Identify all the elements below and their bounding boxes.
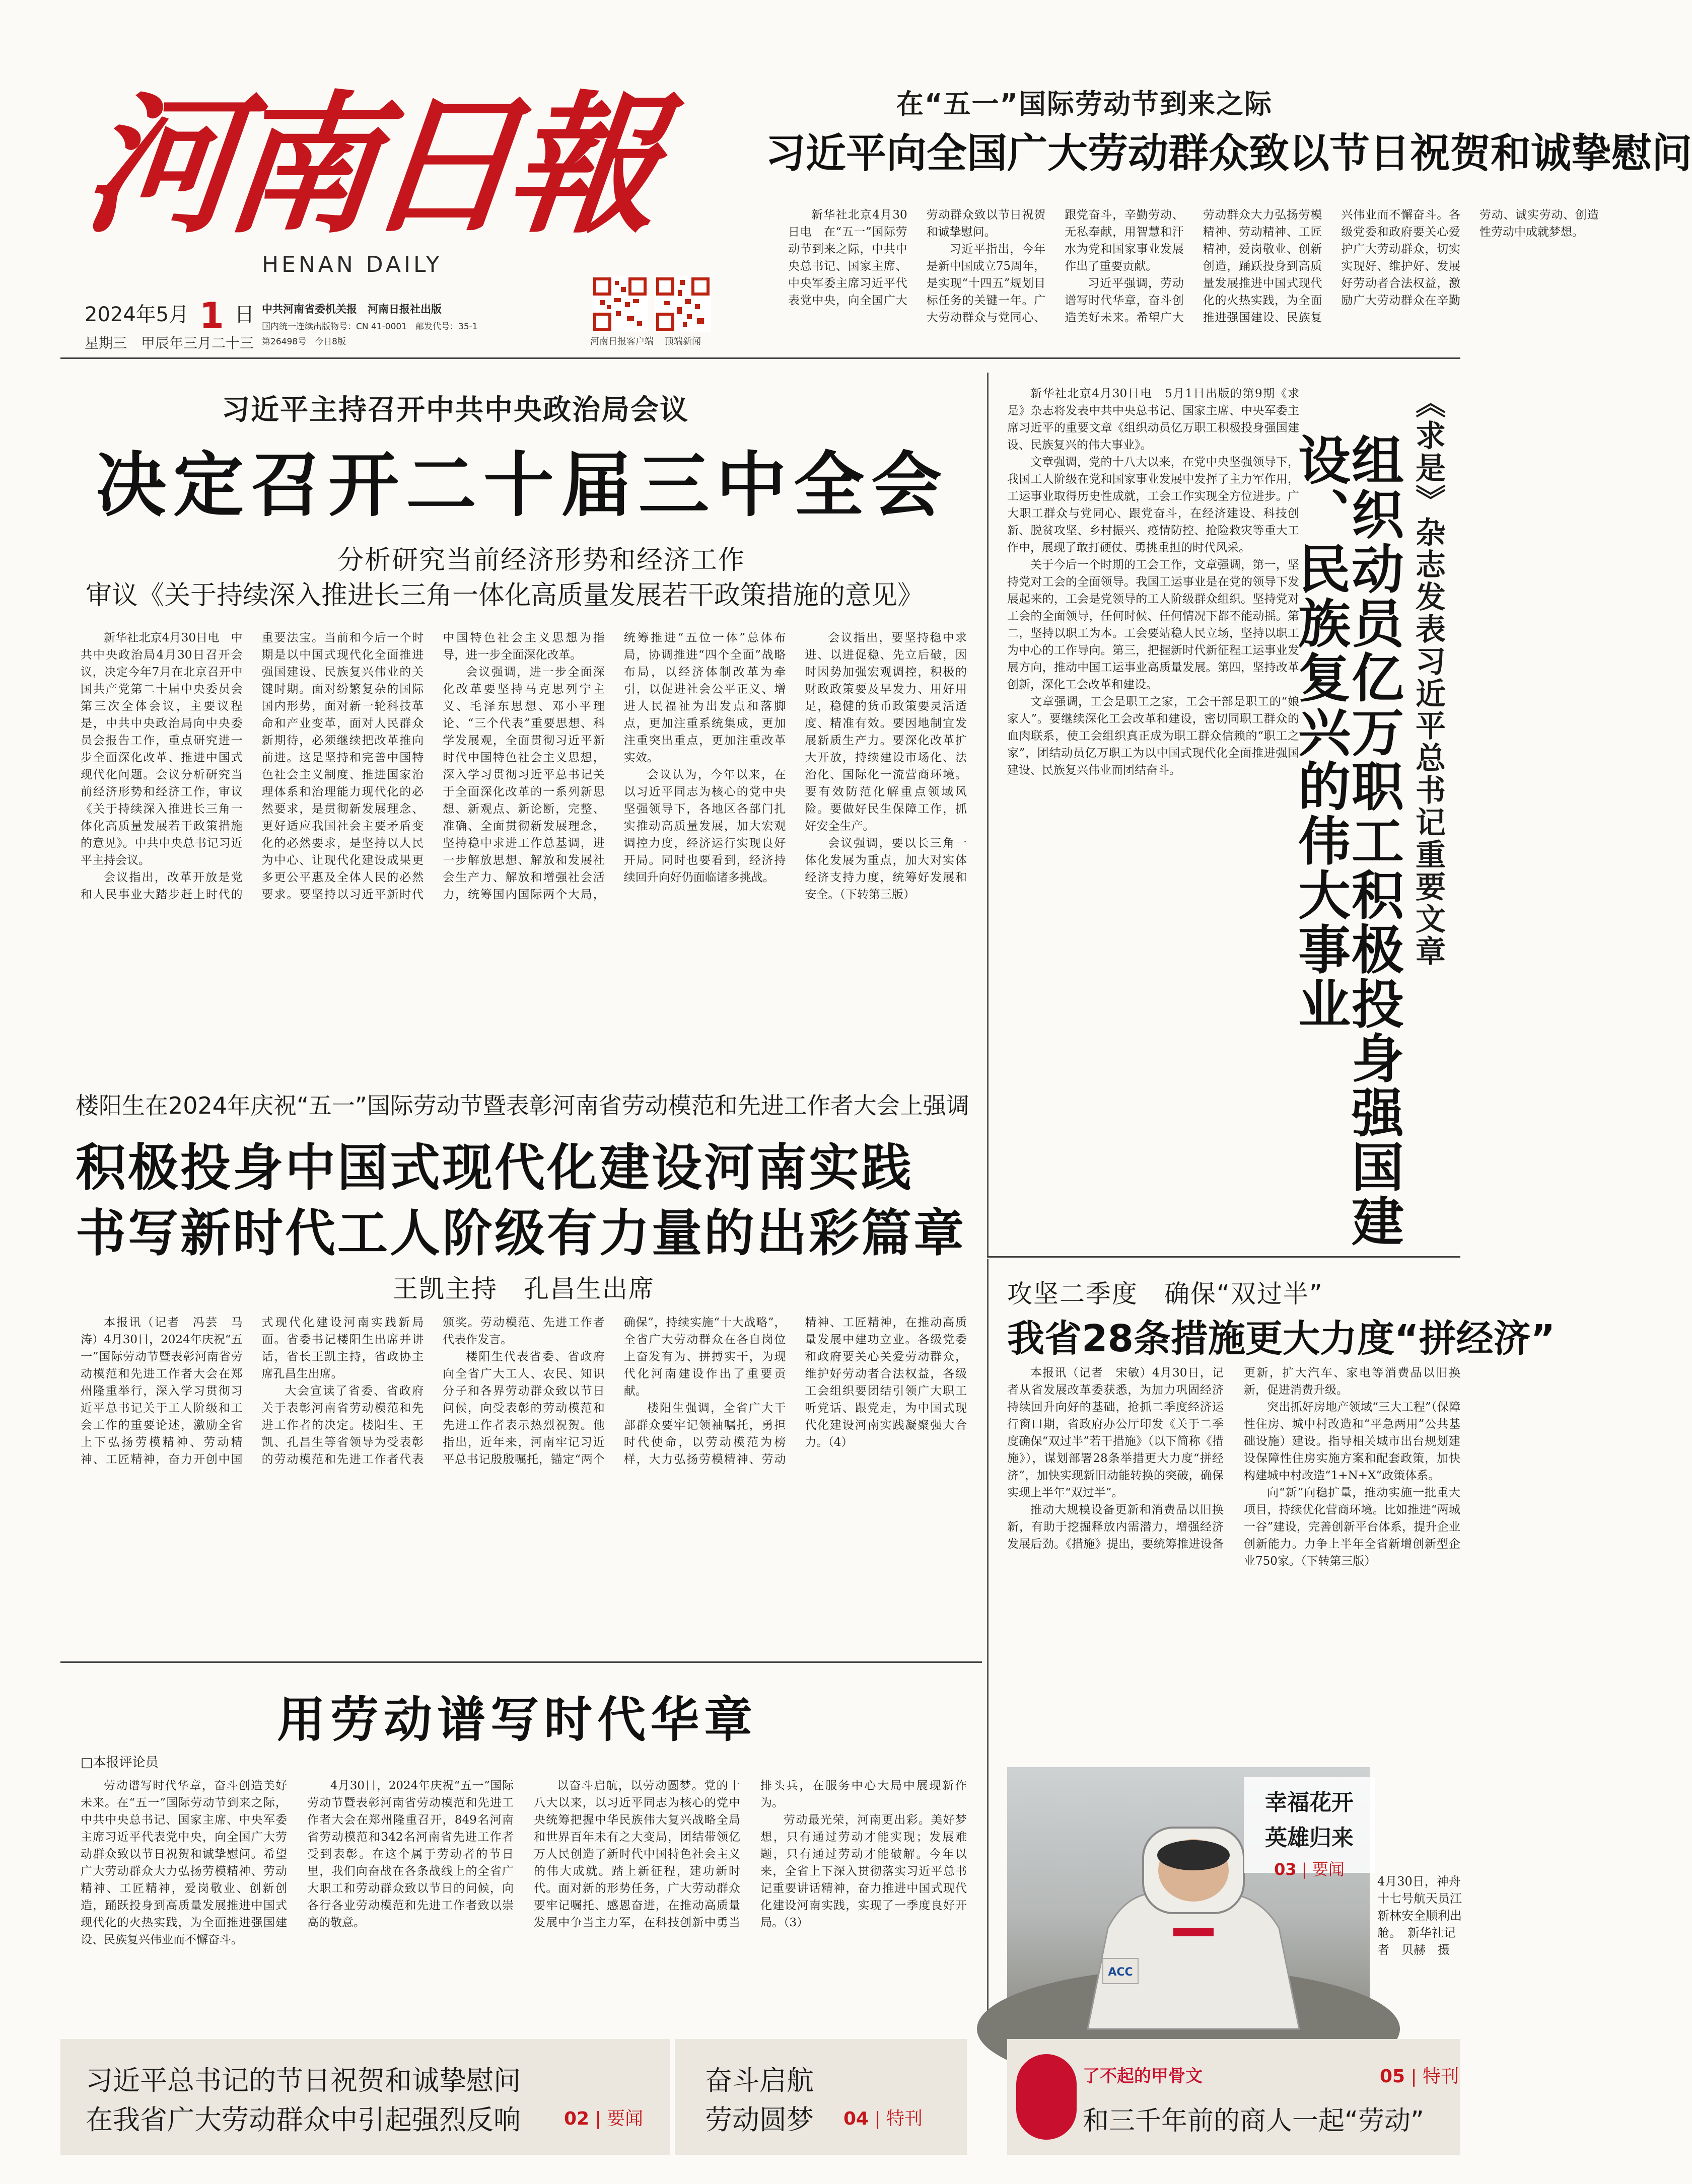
- footer-item-3[interactable]: [1007, 2039, 1460, 2155]
- measures-paragraph: 本报讯（记者 宋敏）4月30日，记者从省发展改革委获悉，为加力巩固经济持续回升向好的基础，抢抓二季度经济运行窗口期，省政府办公厅印发《关于二季度确保“双过半”若干措施》（以下简称《措施》），谋划部署28条举措更大力度“拼经济”，加快实现新旧动能转换的突破，确保实现上半年“双过半”。: [1007, 1366, 1224, 1499]
- politburo-paragraph: 新华社北京4月30日电 中共中央政治局4月30日召开会议，决定今年7月在北京召开中国共产党第二十届中央委员会第三次全体会议，主要议程是，中共中央政治局向中央委员会报告工作，重点研究进一步全面深化改革、推进中国式现代化问题。会议分析研究当前经济形势和经济工作，审议《关于持续深入推进长三角一体化高质量发展若干政策措施的意见》。中共中央总书记习近平主持会议。: [81, 631, 243, 867]
- acc-label: ACC: [1108, 1966, 1133, 1979]
- measures-kicker: 攻坚二季度 确保“双过半”: [1007, 1279, 1323, 1308]
- seal-icon: [1016, 2054, 1077, 2140]
- commentary-body: [81, 1777, 967, 2014]
- footer-title: 在我省广大劳动群众中引起强烈反响: [86, 2104, 521, 2136]
- louyangsheng-headline1[interactable]: 积极投身中国式现代化建设河南实践: [76, 1138, 913, 1197]
- footer-page-ref: 02 | 要闻: [564, 2108, 644, 2129]
- lead-paragraph: 习近平指出，今年是新中国成立75周年，是实现“十四五”规划目标任务的关键一年。广大劳动群众与党同心、跟党奋斗，辛勤劳动、无私奉献，用智慧和汗水为党和国家事业发展作出了重要贡献。: [926, 208, 1184, 324]
- louyangsheng-paragraph: 大会宣读了省委、省政府关于表彰河南省劳动模范和先进工作者的决定。楼阳生、王凯、孔昌生等省领导为受表彰的劳动模范和先进工作者代表颁奖。劳动模范、先进工作者代表作发言。: [261, 1316, 605, 1466]
- commentary-byline: □本报评论员: [81, 1755, 159, 1770]
- footer-kicker: 了不起的甲骨文: [1083, 2066, 1203, 2086]
- photo-title2: 英雄归来: [1265, 1825, 1354, 1851]
- qiushi-paragraph: 文章强调，党的十八大以来，在党中央坚强领导下，我国工人阶级在党和国家事业发展中发挥了主力军作用，工运事业取得历史性成就，工会工作实现全方位进步。广大职工群众与党同心、跟党奋斗，在经济建设、科技创新、脱贫攻坚、乡村振兴、疫情防控、抢险救灾等重大工作中，展现了敢打硬仗、勇挑重担的时代风采。: [1007, 456, 1299, 554]
- photo-title1: 幸福花开: [1265, 1790, 1354, 1815]
- politburo-body: [81, 629, 967, 1052]
- footer-item-1[interactable]: [60, 2039, 670, 2155]
- qiushi-headline[interactable]: 组织动员亿万职工积极投身强国建设、民族复兴的伟大事业: [1289, 433, 1404, 1249]
- louyangsheng-kicker: 楼阳生在2024年庆祝“五一”国际劳动节暨表彰河南省劳动模范和先进工作者大会上强调: [76, 1092, 969, 1119]
- divider: [987, 1259, 989, 2024]
- louyangsheng-sub: 王凯主持 孔昌生出席: [393, 1274, 655, 1303]
- date-year-month: 2024年5月: [85, 303, 189, 326]
- lead-kicker: 在“五一”国际劳动节到来之际: [896, 88, 1273, 120]
- politburo-paragraph: 会议强调，要以长三角一体化发展为重点，加大对实体经济支持力度，统筹好发展和安全。（下转第三版）: [805, 837, 967, 901]
- footer-item-2[interactable]: [675, 2039, 967, 2155]
- publisher-line1: 中共河南省委机关报 河南日报社出版: [262, 303, 442, 315]
- politburo-sub1: 分析研究当前经济形势和经济工作: [337, 545, 746, 575]
- qiushi-paragraph: 文章强调，工会是职工之家，工会干部是职工的“娘家人”。要继续深化工会改革和建设，密切同职工群众的血肉联系，使工会组织真正成为职工群众信赖的“职工之家”，团结动员亿万职工为以中国式现代化全面推进强国建设、民族复兴伟业而团结奋斗。: [1007, 695, 1299, 777]
- politburo-paragraph: 会议认为，今年以来，在以习近平同志为核心的党中央坚强领导下，各地区各部门扎实推动高质量发展，加大宏观调控力度，经济运行实现良好开局。同时也要看到，经济持续回升向好仍面临诸多挑战。: [623, 768, 786, 884]
- footer-title: 劳动圆梦: [705, 2104, 814, 2136]
- commentary-paragraph: 以奋斗启航，以劳动圆梦。党的十八大以来，以习近平同志为核心的党中央统筹把握中华民族伟大复兴战略全局和世界百年未有之大变局，团结带领亿万人民创造了新时代中国特色社会主义的伟大成就。踏上新征程，建功新时代。面对新的形势任务，广大劳动群众要牢记嘱托、感恩奋进，在推动高质量发展中争当主力军，在科技创新中勇当排头兵，在服务中心大局中展现新作为。: [534, 1779, 967, 1929]
- publisher-line2: 国内统一连续出版物号：CN 41-0001 邮发代号：35-1: [262, 322, 478, 332]
- photo-title-box[interactable]: [1244, 1777, 1375, 1879]
- qr-label-dingduan: 顶端新闻: [665, 336, 701, 347]
- louyangsheng-body: [81, 1314, 967, 1646]
- measures-paragraph: 突出抓好房地产领域“三大工程”（保障性住房、城中村改造和“平急两用”公共基础设施）建设。指导相关城市出台规划建设保障性住房实施方案和配套政策，加快构建城中村改造“1+N+X”政策体系。: [1244, 1401, 1460, 1482]
- qiushi-kicker: 《求是》杂志发表习近平总书记重要文章: [1411, 388, 1446, 968]
- politburo-paragraph: 会议强调，进一步全面深化改革要坚持马克思列宁主义、毛泽东思想、邓小平理论、“三个代表”重要思想、科学发展观，全面贯彻习近平新时代中国特色社会主义思想，深入学习贯彻习近平总书记关于全面深化改革的一系列新思想、新观点、新论断，完整、准确、全面贯彻新发展理念，坚持稳中求进工作总基调，进一步解放思想、解放和发展社会生产力、解放和增强社会活力，统筹国内国际两个大局，统筹推进“五位一体”总体布局，协调推进“四个全面”战略布局，以经济体制改革为牵引，以促进社会公平正义、增进人民福祉为出发点和落脚点，更加注重系统集成，更加注重突出重点，更加注重改革实效。: [443, 631, 786, 901]
- footer-page: 02: [564, 2108, 590, 2129]
- footer-section: 要闻: [607, 2108, 644, 2129]
- divider: [987, 373, 989, 1256]
- qiushi-body: [1007, 385, 1299, 1251]
- masthead-pinyin: HENAN DAILY: [262, 252, 443, 277]
- footer-page: 05: [1380, 2066, 1405, 2087]
- photo-caption: 4月30日，神舟十七号航天员江新林安全顺利出舱。 新华社记者 贝赫 摄: [1377, 1874, 1462, 1957]
- measures-paragraph: 推动大规模设备更新和消费品以旧换新，有助于挖掘释放内需潜力，增强经济发展后劲。《措施》提出，要统筹推进设备更新，扩大汽车、家电等消费品以旧换新，促进消费升级。: [1007, 1366, 1460, 1551]
- issue-line: 第26498号 今日8版: [262, 337, 346, 347]
- politburo-paragraph: 会议指出，改革开放是党和人民事业大踏步赶上时代的重要法宝。当前和今后一个时期是以中国式现代化全面推进强国建设、民族复兴伟业的关键时期。面对纷繁复杂的国际国内形势，面对新一轮科技革命和产业变革，面对人民群众新期待，必须继续把改革推向前进。这是坚持和完善中国特色社会主义制度、推进国家治理体系和治理能力现代化的必然要求，是贯彻新发展理念、更好适应我国社会主要矛盾变化的必然要求，是坚持以人民为中心、让现代化建设成果更多更公平惠及全体人民的必然要求。要坚持以习近平新时代中国特色社会主义思想为指导，进一步全面深化改革。: [81, 631, 605, 901]
- louyangsheng-paragraph: 本报讯（记者 冯芸 马涛）4月30日，2024年庆祝“五一”国际劳动节暨表彰河南省劳动模范和先进工作者大会在郑州隆重举行，深入学习贯彻习近平总书记关于工人阶级和工会工作的重要论述，激励全省上下弘扬劳模精神、劳动精神、工匠精神，奋力开创中国式现代化建设河南实践新局面。省委书记楼阳生出席并讲话，省长王凯主持，省政协主席孔昌生出席。: [81, 1316, 424, 1466]
- measures-headline[interactable]: 我省28条措施更大力度“拼经济”: [1007, 1317, 1556, 1360]
- date-day-suffix: 日: [234, 303, 255, 326]
- divider: [987, 1256, 1460, 1258]
- footer-page: 04: [843, 2108, 869, 2129]
- politburo-paragraph: 会议指出，要坚持稳中求进、以进促稳、先立后破，因时因势加强宏观调控，积极的财政政策要及早发力、用好用足，稳健的货币政策要灵活适度、精准有效。要因地制宜发展新质生产力。要深化改革扩大开放，持续建设市场化、法治化、国际化一流营商环境。要有效防范化解重点领域风险。要做好民生保障工作，抓好安全生产。: [805, 631, 967, 833]
- footer-title: 奋斗启航: [705, 2065, 814, 2096]
- lead-headline[interactable]: 习近平向全国广大劳动群众致以节日祝贺和诚挚慰问: [765, 130, 1692, 177]
- footer-title: 习近平总书记的节日祝贺和诚挚慰问: [86, 2065, 521, 2096]
- footer-page-ref: 05 | 特刊: [1380, 2066, 1459, 2087]
- measures-body: [1007, 1364, 1460, 1767]
- footer-section: 特刊: [1423, 2066, 1459, 2087]
- politburo-kicker: 习近平主持召开中共中央政治局会议: [222, 394, 689, 426]
- commentary-paragraph: 4月30日，2024年庆祝“五一”国际劳动节暨表彰河南省劳动模范和先进工作者大会在郑州隆重召开，849名河南省劳动模范和342名河南省先进工作者受到表彰。在这个属于劳动者的节日里，我们向奋战在各条战线上的全省广大职工和劳动群众致以节日的问候，向各行各业劳动模范和先进工作者致以崇高的敬意。: [307, 1779, 514, 1929]
- date-day: 1: [199, 295, 224, 336]
- photo-section: 要闻: [1312, 1860, 1345, 1879]
- measures-paragraph: 向“新”向稳扩量，推动实施一批重大项目，持续优化营商环境。比如推进“两城一谷”建设，完善创新平台体系，提升企业创新能力。力争上半年全省新增创新型企业750家。（下转第三版）: [1244, 1486, 1460, 1568]
- politburo-sub2: 审议《关于持续深入推进长三角一体化高质量发展若干政策措施的意见》: [86, 580, 924, 611]
- qiushi-paragraph: 新华社北京4月30日电 5月1日出版的第9期《求是》杂志将发表中共中央总书记、国家主席、中央军委主席习近平的重要文章《组织动员亿万职工积极投身强国建设、民族复兴的伟大事业》。: [1007, 387, 1299, 452]
- weekday-line: 星期三 甲辰年三月二十三: [85, 335, 254, 351]
- qr-code-dingduan[interactable]: [655, 276, 711, 332]
- photo-page: 03: [1274, 1860, 1297, 1879]
- qr-icon: [655, 276, 711, 332]
- louyangsheng-headline2[interactable]: 书写新时代工人阶级有力量的出彩篇章: [76, 1204, 966, 1263]
- louyangsheng-paragraph: 楼阳生强调，全省广大干部群众要牢记领袖嘱托，勇担时代使命，以劳动模范为榜样，大力弘扬劳模精神、劳动精神、工匠精神，在推动高质量发展中建功立业。各级党委和政府要关心关爱劳动群众，维护好劳动者合法权益，各级工会组织要团结引领广大职工听党话、跟党走，为中国式现代化建设河南实践凝聚强大合力。（4）: [623, 1316, 967, 1466]
- commentary-paragraph: 劳动最光荣，河南更出彩。美好梦想，只有通过劳动才能实现；发展难题，只有通过劳动才能破解。今年以来，全省上下深入贯彻落实习近平总书记重要讲话精神，奋力推进中国式现代化建设河南实践，实现了一季度良好开局。（3）: [760, 1813, 967, 1929]
- qr-code-app[interactable]: [592, 276, 648, 332]
- footer-title: 和三千年前的商人一起“劳动”: [1083, 2106, 1424, 2136]
- photo-page-ref: 03 | 要闻: [1274, 1860, 1345, 1879]
- louyangsheng-paragraph: 楼阳生代表省委、省政府向全省广大工人、农民、知识分子和各界劳动群众致以节日问候，向受表彰的劳动模范和先进工作者表示热烈祝贺。他指出，近年来，河南牢记习近平总书记殷殷嘱托，锚定“两个确保”，持续实施“十大战略”，全省广大劳动群众在各自岗位上奋发有为、拼搏实干，为现代化河南建设作出了重要贡献。: [443, 1316, 786, 1466]
- footer-section: 特刊: [886, 2108, 923, 2129]
- footer-page-ref: 04 | 特刊: [843, 2108, 923, 2129]
- lead-body: [788, 206, 1599, 337]
- qr-icon: [592, 276, 648, 332]
- politburo-headline[interactable]: 决定召开二十届三中全会: [96, 445, 949, 527]
- qr-label-app: 河南日报客户端: [590, 336, 654, 347]
- divider: [60, 357, 1460, 359]
- commentary-paragraph: 劳动谱写时代华章，奋斗创造美好未来。在“五一”国际劳动节到来之际，中共中央总书记、国家主席、中央军委主席习近平代表党中央，向全国广大劳动群众致以节日祝贺和诚挚慰问。希望广大劳动群众大力弘扬劳模精神、劳动精神、工匠精神，爱岗敬业、创新创造，踊跃投身到高质量发展推进中国式现代化的火热实践，为全面推进强国建设、民族复兴伟业而不懈奋斗。: [81, 1779, 287, 1946]
- commentary-headline[interactable]: 用劳动谱写时代华章: [277, 1692, 757, 1748]
- qiushi-paragraph: 关于今后一个时期的工会工作，文章强调，第一，坚持党对工会的全面领导。我国工运事业是在党的领导下发展起来的，工会是党领导的工人阶级群众组织。坚持党对工会的全面领导，任何时候、任何情况下都不能动摇。第二，坚持以职工为本。工会要站稳人民立场，坚持以职工为中心的工作导向。第三，把握新时代新征程工运事业发展方向，推动中国工运事业高质量发展。第四，坚持改革创新，深化工会改革和建设。: [1007, 558, 1299, 691]
- lead-paragraph: 新华社北京4月30日电 在“五一”国际劳动节到来之际，中共中央总书记、国家主席、中央军委主席习近平代表党中央，向全国广大劳动群众致以节日祝贺和诚挚慰问。: [788, 208, 1046, 307]
- masthead-logo: 河南日報: [76, 76, 659, 254]
- lead-paragraph: 习近平强调，劳动谱写时代华章，奋斗创造美好未来。希望广大劳动群众大力弘扬劳模精神、劳动精神、工匠精神，爱岗敬业、创新创造，踊跃投身到高质量发展推进中国式现代化的火热实践，为全面推进强国建设、民族复兴伟业而不懈奋斗。各级党委和政府要关心爱护广大劳动群众，切实实现好、维护好、发展好劳动者合法权益，激励广大劳动群众在辛勤劳动、诚实劳动、创造性劳动中成就梦想。: [1065, 208, 1599, 324]
- divider: [60, 1661, 982, 1663]
